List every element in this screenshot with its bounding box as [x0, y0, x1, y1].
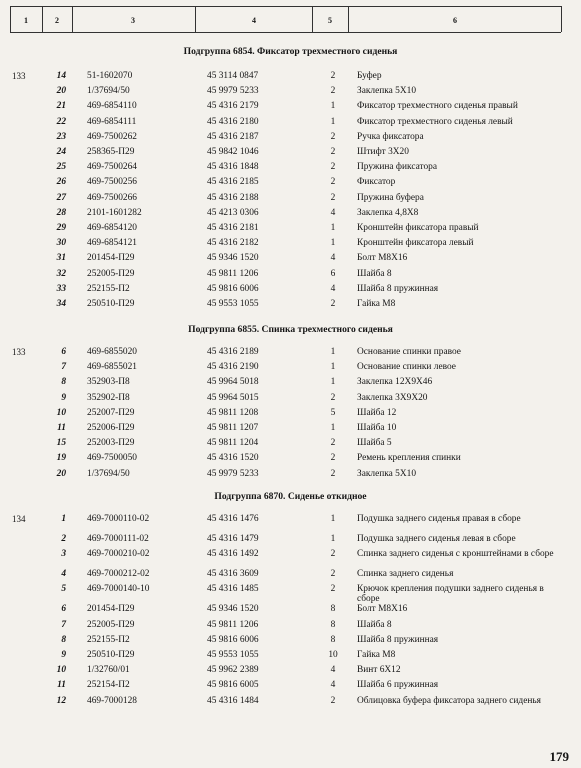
part-name: Спинка заднего сиденья с кронштейнами в сборе [357, 549, 554, 560]
part-number: 1/32760/01 [87, 665, 130, 676]
catalog-code: 45 4316 1848 [207, 162, 259, 173]
table-row [0, 604, 581, 615]
part-name: Основание спинки левое [357, 362, 456, 373]
part-name: Штифт 3Х20 [357, 147, 409, 157]
quantity: 2 [330, 192, 336, 203]
position-number: 1 [61, 514, 66, 524]
catalog-code: 45 9964 5018 [207, 377, 259, 388]
catalog-code: 45 9346 1520 [207, 253, 259, 264]
position-number: 33 [56, 283, 66, 294]
position-number: 8 [61, 634, 66, 645]
position-number: 32 [56, 268, 66, 279]
quantity: 2 [330, 695, 336, 706]
table-row [0, 423, 581, 434]
position-number: 4 [61, 569, 66, 580]
catalog-code: 45 9346 1520 [207, 604, 259, 615]
part-name: Спинка заднего сиденья [357, 569, 454, 580]
quantity: 1 [330, 377, 336, 388]
group-number: 133 [12, 347, 26, 357]
header-col-5: 5 [328, 16, 332, 25]
part-number: 250510-П29 [87, 650, 135, 660]
section-title: Подгруппа 6855. Спинка трехместного сиденья [188, 324, 393, 335]
position-number: 28 [56, 207, 66, 218]
part-name: Заклепка 5Х10 [357, 468, 417, 479]
table-row [0, 569, 581, 580]
part-name: Ремень крепления спинки [357, 453, 461, 464]
catalog-code: 45 3114 0847 [207, 71, 259, 81]
position-number: 26 [56, 177, 66, 188]
part-name: Шайба 8 [357, 619, 392, 630]
part-name: Шайба 10 [357, 423, 397, 433]
quantity: 8 [330, 619, 336, 630]
catalog-code: 45 9964 5015 [207, 392, 259, 403]
position-number: 7 [61, 619, 66, 630]
catalog-code: 45 9962 2389 [207, 665, 259, 676]
catalog-code: 45 4316 2187 [207, 131, 259, 142]
part-name: Пружина фиксатора [357, 162, 438, 173]
position-number: 29 [56, 223, 66, 233]
catalog-code: 45 4316 1485 [207, 584, 259, 595]
part-number: 252155-П2 [87, 283, 130, 294]
part-number: 1/37694/50 [87, 468, 130, 479]
part-name: Заклепка 5Х10 [357, 86, 417, 97]
group-number: 133 [12, 71, 26, 81]
quantity: 2 [330, 584, 336, 595]
part-name: Кронштейн фиксатора правый [357, 223, 479, 233]
position-number: 9 [61, 650, 66, 660]
table-row [0, 162, 581, 173]
header-bottom-border [10, 32, 561, 33]
catalog-code: 45 4316 2190 [207, 362, 259, 373]
part-number: 469-6854120 [87, 223, 137, 233]
part-number: 469-7500256 [87, 177, 137, 188]
quantity: 5 [330, 407, 336, 418]
part-name: Ручка фиксатора [357, 131, 424, 142]
quantity: 2 [330, 468, 336, 479]
position-number: 10 [56, 407, 66, 418]
part-number: 250510-П29 [87, 299, 135, 309]
part-number: 352903-П8 [87, 377, 130, 388]
quantity: 2 [330, 549, 336, 560]
part-number: 469-6855021 [87, 362, 137, 373]
part-name: Винт 6Х12 [357, 665, 401, 676]
table-row [0, 71, 581, 82]
position-number: 31 [56, 253, 66, 264]
position-number: 3 [61, 549, 66, 560]
header-col-2: 2 [55, 16, 59, 25]
position-number: 14 [56, 71, 66, 81]
table-row [0, 193, 581, 204]
catalog-code: 45 4316 2179 [207, 101, 259, 112]
header-col-4: 4 [252, 16, 256, 25]
table-row [0, 453, 581, 464]
column-divider [72, 6, 73, 32]
table-row [0, 117, 581, 128]
quantity: 2 [330, 299, 336, 309]
catalog-code: 45 4316 2182 [207, 238, 259, 249]
position-number: 27 [56, 192, 66, 203]
quantity: 10 [328, 650, 338, 660]
part-name: Фиксатор трехместного сиденья правый [357, 101, 518, 112]
part-number: 469-7500050 [87, 453, 137, 464]
part-name: Шайба 6 пружинная [357, 680, 439, 691]
catalog-code: 45 9979 5233 [207, 468, 259, 479]
part-name: Крючок крепления подушки заднего сиденья в сборе [357, 584, 544, 605]
header-col-6: 6 [453, 16, 457, 25]
quantity: 1 [330, 514, 336, 524]
position-number: 15 [56, 438, 66, 449]
part-number: 469-6854121 [87, 238, 137, 249]
part-number: 258365-П29 [87, 147, 135, 157]
part-number: 352902-П8 [87, 392, 130, 403]
table-row [0, 177, 581, 188]
table-row [0, 650, 581, 661]
quantity: 1 [330, 223, 336, 233]
part-number: 252006-П29 [87, 423, 135, 433]
table-row [0, 696, 581, 707]
table-row [0, 680, 581, 691]
part-number: 469-7000110-02 [87, 514, 150, 524]
quantity: 6 [330, 268, 336, 279]
quantity: 4 [330, 680, 336, 691]
catalog-code: 45 4316 2180 [207, 116, 259, 127]
position-number: 19 [56, 453, 66, 464]
part-name: Кронштейн фиксатора левый [357, 238, 474, 249]
part-number: 201454-П29 [87, 253, 135, 264]
section-title: Подгруппа 6870. Сиденье откидное [214, 491, 367, 502]
table-row [0, 147, 581, 158]
catalog-code: 45 9553 1055 [207, 650, 259, 660]
part-name: Гайка М8 [357, 299, 396, 309]
catalog-code: 45 4316 1492 [207, 549, 259, 560]
position-number: 21 [56, 101, 66, 112]
column-divider [195, 6, 196, 32]
quantity: 2 [330, 162, 336, 173]
quantity: 2 [330, 392, 336, 403]
catalog-code: 45 9811 1204 [207, 438, 259, 449]
table-row [0, 208, 581, 219]
position-number: 34 [56, 299, 66, 309]
quantity: 2 [330, 86, 336, 97]
table-row [0, 534, 581, 545]
part-name: Фиксатор [357, 177, 396, 188]
position-number: 22 [56, 116, 66, 127]
position-number: 23 [56, 131, 66, 142]
quantity: 2 [330, 177, 336, 188]
position-number: 20 [56, 86, 66, 97]
column-divider [348, 6, 349, 32]
quantity: 8 [330, 634, 336, 645]
quantity: 2 [330, 453, 336, 464]
part-number: 469-6854110 [87, 101, 137, 112]
part-name: Фиксатор трехместного сиденья левый [357, 116, 513, 127]
catalog-code: 45 4316 2181 [207, 223, 259, 233]
table-row [0, 284, 581, 295]
catalog-code: 45 4316 2188 [207, 192, 259, 203]
table-row [0, 86, 581, 97]
table-row [0, 549, 581, 560]
quantity: 1 [330, 238, 336, 249]
table-row [0, 620, 581, 631]
group-number: 134 [12, 514, 26, 524]
catalog-code: 45 9811 1206 [207, 268, 259, 279]
part-name: Шайба 12 [357, 407, 397, 418]
table-row [0, 438, 581, 449]
table-row [0, 101, 581, 112]
part-name: Подушка заднего сиденья левая в сборе [357, 534, 516, 544]
part-name: Болт М8Х16 [357, 253, 408, 264]
table-row [0, 223, 581, 234]
part-name: Шайба 8 пружинная [357, 283, 439, 294]
part-number: 469-6855020 [87, 347, 137, 357]
header-col-1: 1 [24, 16, 28, 25]
part-number: 252155-П2 [87, 634, 130, 645]
part-name: Пружина буфера [357, 192, 424, 203]
table-row [0, 635, 581, 646]
section-title: Подгруппа 6854. Фиксатор трехместного сиденья [183, 46, 398, 57]
part-name: Заклепка 4,8Х8 [357, 207, 419, 218]
quantity: 1 [330, 116, 336, 127]
part-number: 469-7500266 [87, 192, 137, 203]
quantity: 8 [330, 604, 336, 615]
part-number: 469-7500262 [87, 131, 137, 142]
catalog-code: 45 4316 2185 [207, 177, 259, 188]
part-number: 252154-П2 [87, 680, 130, 691]
part-number: 469-7000210-02 [87, 549, 150, 560]
quantity: 1 [330, 362, 336, 373]
column-divider [312, 6, 313, 32]
part-number: 469-7000140-10 [87, 584, 150, 595]
position-number: 10 [56, 665, 66, 676]
position-number: 7 [61, 362, 66, 373]
position-number: 20 [56, 468, 66, 479]
part-number: 469-7000128 [87, 695, 137, 706]
quantity: 1 [330, 347, 336, 357]
catalog-code: 45 9816 6006 [207, 634, 259, 645]
quantity: 2 [330, 131, 336, 142]
header-col-3: 3 [131, 16, 135, 25]
quantity: 4 [330, 283, 336, 294]
table-row [0, 408, 581, 419]
quantity: 1 [330, 534, 336, 544]
table-row [0, 514, 581, 525]
position-number: 12 [56, 695, 66, 706]
part-name: Буфер [357, 71, 382, 81]
part-number: 252007-П29 [87, 407, 135, 418]
position-number: 9 [61, 392, 66, 403]
quantity: 1 [330, 101, 336, 112]
column-divider [10, 6, 11, 32]
table-row [0, 362, 581, 373]
position-number: 6 [61, 604, 66, 615]
part-name: Подушка заднего сиденья правая в сборе [357, 514, 521, 524]
table-row [0, 469, 581, 480]
table-row [0, 269, 581, 280]
catalog-code: 45 4316 3609 [207, 569, 259, 580]
part-number: 252005-П29 [87, 619, 135, 630]
catalog-code: 45 9811 1207 [207, 423, 259, 433]
part-number: 469-7000111-02 [87, 534, 149, 544]
catalog-code: 45 4316 2189 [207, 347, 259, 357]
table-row [0, 377, 581, 388]
position-number: 25 [56, 162, 66, 173]
part-name: Заклепка 12Х9Х46 [357, 377, 433, 388]
catalog-code: 45 9811 1208 [207, 407, 259, 418]
part-number: 201454-П29 [87, 604, 135, 615]
part-number: 469-7000212-02 [87, 569, 150, 580]
part-number: 469-6854111 [87, 116, 137, 127]
quantity: 4 [330, 665, 336, 676]
position-number: 11 [57, 680, 66, 691]
catalog-code: 45 9553 1055 [207, 299, 259, 309]
catalog-code: 45 9816 6005 [207, 680, 259, 691]
part-number: 2101-1601282 [87, 207, 142, 218]
part-number: 252003-П29 [87, 438, 135, 449]
part-number: 51-1602070 [87, 71, 133, 81]
part-name: Шайба 5 [357, 438, 392, 449]
part-name: Болт М8Х16 [357, 604, 408, 615]
header-top-border [10, 6, 561, 7]
catalog-code: 45 9811 1206 [207, 619, 259, 630]
part-name: Облицовка буфера фиксатора заднего сиденья [357, 695, 541, 706]
catalog-code: 45 9816 6006 [207, 283, 259, 294]
position-number: 2 [61, 534, 66, 544]
position-number: 30 [56, 238, 66, 249]
table-row [0, 347, 581, 358]
part-name: Шайба 8 пружинная [357, 634, 439, 645]
quantity: 2 [330, 147, 336, 157]
catalog-code: 45 4316 1520 [207, 453, 259, 464]
column-divider [42, 6, 43, 32]
part-name: Гайка М8 [357, 650, 396, 660]
position-number: 24 [56, 147, 66, 157]
catalog-code: 45 4316 1476 [207, 514, 259, 524]
quantity: 4 [330, 253, 336, 264]
part-name: Заклепка 3Х9Х20 [357, 392, 428, 403]
part-number: 469-7500264 [87, 162, 137, 173]
column-divider [561, 6, 562, 32]
position-number: 5 [61, 584, 66, 595]
catalog-code: 45 9842 1046 [207, 147, 259, 157]
position-number: 8 [61, 377, 66, 388]
table-row [0, 132, 581, 143]
part-name: Шайба 8 [357, 268, 392, 279]
table-row [0, 393, 581, 404]
position-number: 6 [61, 347, 66, 357]
quantity: 1 [330, 423, 336, 433]
page-number: 179 [549, 749, 569, 764]
catalog-code: 45 4316 1484 [207, 695, 259, 706]
table-row [0, 238, 581, 249]
table-row [0, 299, 581, 310]
quantity: 2 [330, 438, 336, 449]
part-name: Основание спинки правое [357, 347, 461, 357]
position-number: 11 [57, 423, 66, 433]
table-row [0, 253, 581, 264]
quantity: 4 [330, 207, 336, 218]
catalog-code: 45 9979 5233 [207, 86, 259, 97]
catalog-code: 45 4213 0306 [207, 207, 259, 218]
catalog-code: 45 4316 1479 [207, 534, 259, 544]
table-row [0, 665, 581, 676]
quantity: 2 [330, 71, 336, 81]
part-number: 252005-П29 [87, 268, 135, 279]
quantity: 2 [330, 569, 336, 580]
part-number: 1/37694/50 [87, 86, 130, 97]
table-row [0, 584, 581, 605]
